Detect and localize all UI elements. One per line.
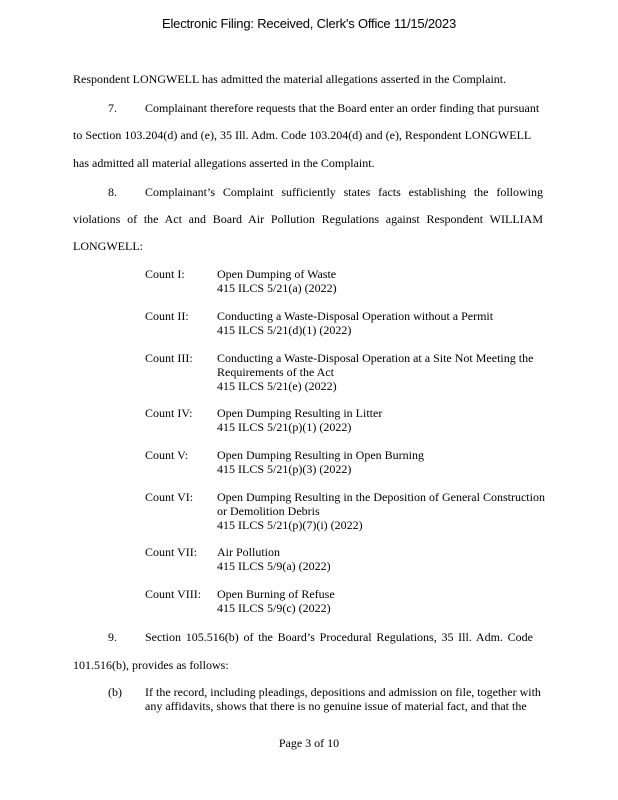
count-title: Open Burning of Refuse <box>217 587 335 601</box>
count-label: Count IV: <box>145 406 193 420</box>
count-label: Count VII: <box>145 545 198 559</box>
count-body <box>217 490 552 532</box>
count-body <box>217 351 552 393</box>
count-body <box>217 587 552 615</box>
paragraph-number: 9. <box>108 630 117 644</box>
count-citation: 415 ILCS 5/21(a) (2022) <box>217 281 337 295</box>
count-citation: 415 ILCS 5/21(e) (2022) <box>217 379 337 393</box>
count-title-cont: or Demolition Debris <box>217 504 320 518</box>
paragraph-9-line-2: 101.516(b), provides as follows: <box>73 658 229 672</box>
filing-stamp-header: Electronic Filing: Received, Clerk's Office 11/15/2023 <box>162 16 456 31</box>
count-title: Conducting a Waste-Disposal Operation at a Site Not Meeting the <box>217 351 534 365</box>
paragraph-text: Complainant therefore requests that the Board enter an order finding that pursuant <box>145 101 540 115</box>
count-body <box>217 406 552 434</box>
paragraph-7-line-2: to Section 103.204(d) and (e), 35 Ill. Adm. Code 103.204(d) and (e), Respondent LONGWELL <box>73 128 532 142</box>
count-title: Open Dumping Resulting in the Deposition of General Construction <box>217 490 545 504</box>
count-body <box>217 545 552 573</box>
paragraph-7-line-3: has admitted all material allegations asserted in the Complaint. <box>73 156 375 170</box>
paragraph-number: 7. <box>108 101 117 115</box>
count-label: Count VI: <box>145 490 194 504</box>
subsection-label: (b) <box>108 685 122 699</box>
paragraph-text: Section 105.516(b) of the Board’s Procedural Regulations, 35 Ill. Adm. Code <box>145 630 533 644</box>
count-title: Open Dumping of Waste <box>217 267 337 281</box>
paragraph-7-line-1 <box>108 101 543 115</box>
count-body <box>217 448 552 476</box>
count-title: Open Dumping Resulting in Litter <box>217 406 383 420</box>
page-number: Page 3 of 10 <box>278 736 340 750</box>
paragraph-9-line-1 <box>108 630 533 644</box>
count-label: Count VIII: <box>145 587 202 601</box>
paragraph-number: 8. <box>108 185 117 199</box>
count-citation: 415 ILCS 5/21(p)(3) (2022) <box>217 462 352 476</box>
paragraph-8-line-2: violations of the Act and Board Air Pollution Regulations against Respondent WILLIAM <box>73 212 543 226</box>
count-body <box>217 267 552 295</box>
count-citation: 415 ILCS 5/21(p)(1) (2022) <box>217 420 352 434</box>
count-title: Conducting a Waste-Disposal Operation without a Permit <box>217 309 494 323</box>
count-title-cont: Requirements of the Act <box>217 365 334 379</box>
quoted-line: any affidavits, shows that there is no genuine issue of material fact, and that the <box>145 699 527 713</box>
count-label: Count II: <box>145 309 189 323</box>
paragraph-8-line-3: LONGWELL: <box>73 239 143 253</box>
count-citation: 415 ILCS 5/21(p)(7)(i) (2022) <box>217 518 363 532</box>
count-label: Count V: <box>145 448 189 462</box>
paragraph-text: Complainant’s Complaint sufficiently states facts establishing the following <box>145 185 543 199</box>
paragraph-line: Respondent LONGWELL has admitted the material allegations asserted in the Complaint. <box>73 72 507 86</box>
count-title: Open Dumping Resulting in Open Burning <box>217 448 424 462</box>
count-citation: 415 ILCS 5/21(d)(1) (2022) <box>217 323 352 337</box>
count-citation: 415 ILCS 5/9(c) (2022) <box>217 601 331 615</box>
count-title: Air Pollution <box>217 545 281 559</box>
quoted-line: If the record, including pleadings, depositions and admission on file, together with <box>145 685 541 699</box>
count-citation: 415 ILCS 5/9(a) (2022) <box>217 559 331 573</box>
quoted-text <box>145 685 545 713</box>
count-label: Count III: <box>145 351 193 365</box>
count-body <box>217 309 552 337</box>
count-label: Count I: <box>145 267 185 281</box>
paragraph-8-line-1 <box>108 185 543 199</box>
